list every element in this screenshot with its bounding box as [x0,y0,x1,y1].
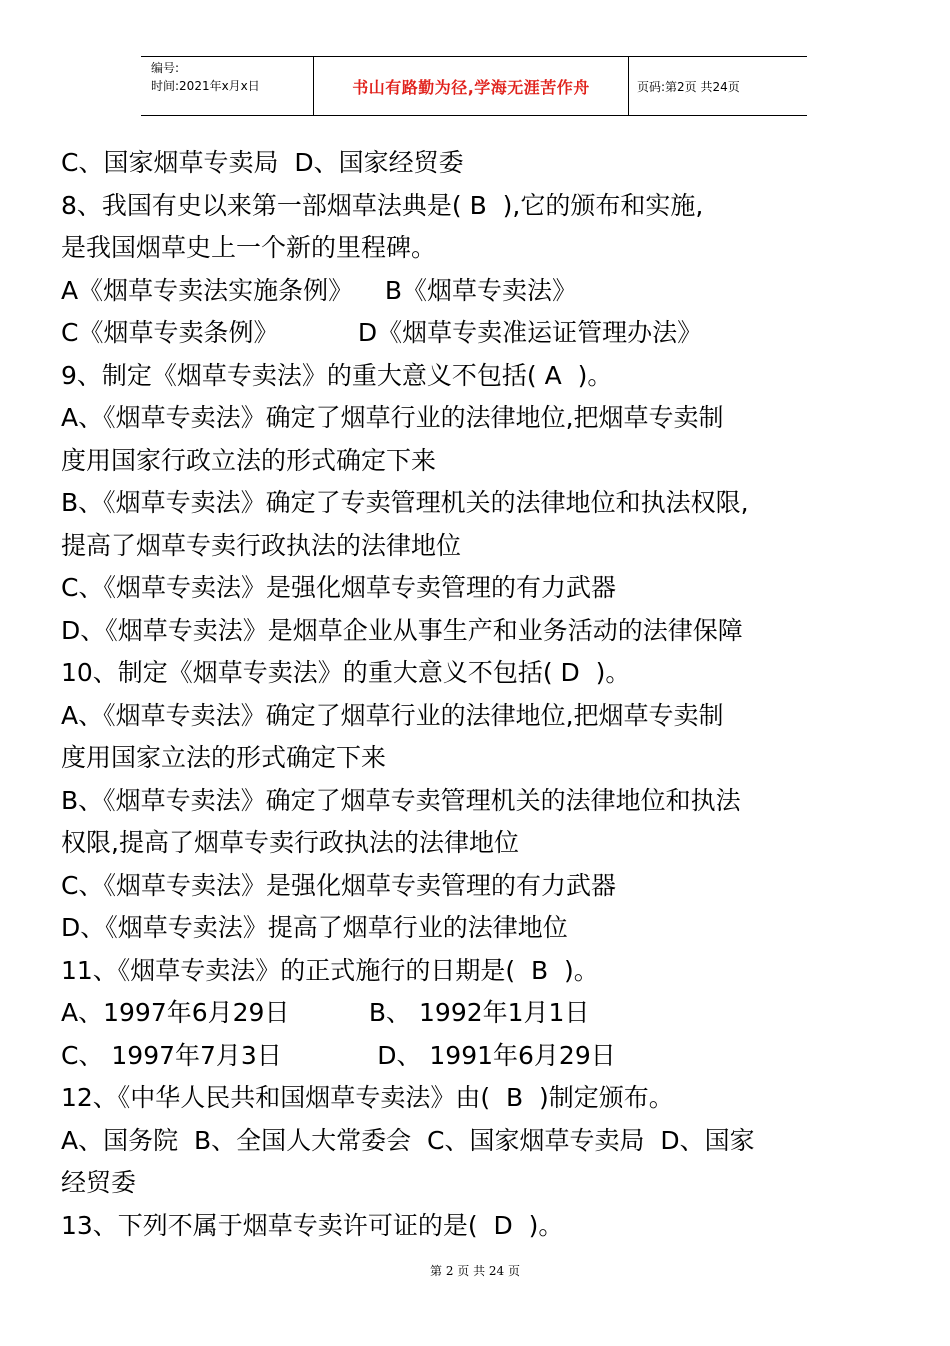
text-line: D、《烟草专卖法》提高了烟草行业的法律地位 [61,913,568,942]
page-label: 页码:第2页 共24页 [637,79,740,94]
text-line: A、《烟草专卖法》确定了烟草行业的法律地位,把烟草专卖制 [61,700,724,730]
text-line: 度用国家立法的形式确定下来 [61,743,387,772]
text-line: C、 1997年7月3日 D、 1991年6月29日 [61,1040,616,1070]
page-header [141,56,807,116]
text-line: 11、《烟草专卖法》的正式施行的日期是( B )。 [61,955,599,985]
text-line: A《烟草专卖法实施条例》 B《烟草专卖法》 [61,275,578,305]
text-line: 权限,提高了烟草专卖行政执法的法律地位 [61,828,519,857]
text-line: 是我国烟草史上一个新的里程碑。 [61,233,437,262]
text-line: 12、《中华人民共和国烟草专卖法》由( B )制定颁布。 [61,1083,674,1112]
text-line: B、《烟草专卖法》确定了烟草专卖管理机关的法律地位和执法 [61,785,741,815]
text-line: 提高了烟草专卖行政执法的法律地位 [61,530,462,560]
motto: 书山有路勤为径,学海无涯苦作舟 [352,77,590,97]
text-line: C、《烟草专卖法》是强化烟草专卖管理的有力武器 [61,573,616,602]
text-line: 10、制定《烟草专卖法》的重大意义不包括( D )。 [61,658,631,687]
text-line: 度用国家行政立法的形式确定下来 [61,445,437,475]
text-line: B、《烟草专卖法》确定了专卖管理机关的法律地位和执法权限, [61,488,749,517]
header-page-cell [629,57,807,115]
number-label: 编号: [151,61,180,75]
text-line: C、《烟草专卖法》是强化烟草专卖管理的有力武器 [61,870,616,900]
document-body [61,142,911,1247]
text-line: 8、我国有史以来第一部烟草法典是( B ),它的颁布和实施, [61,190,704,220]
text-line: A、国务院 B、全国人大常委会 C、国家烟草专卖局 D、国家 [61,1125,755,1155]
header-meta [141,57,314,115]
text-line: C、国家烟草专卖局 D、国家经贸委 [61,148,464,177]
text-line: 9、制定《烟草专卖法》的重大意义不包括( A )。 [61,360,613,390]
header-motto-cell [314,57,629,115]
text-line: 经贸委 [61,1168,137,1197]
time-label: 时间:2021年x月x日 [151,79,260,93]
text-line: C《烟草专卖条例》 D《烟草专卖准运证管理办法》 [61,318,703,347]
text-line: A、1997年6月29日 B、 1992年1月1日 [61,998,590,1027]
page-footer: 第 2 页 共 24 页 [430,1264,520,1278]
text-line: 13、下列不属于烟草专卖许可证的是( D )。 [61,1210,564,1240]
text-line: D、《烟草专卖法》是烟草企业从事生产和业务活动的法律保障 [61,615,743,645]
text-line: A、《烟草专卖法》确定了烟草行业的法律地位,把烟草专卖制 [61,403,724,432]
